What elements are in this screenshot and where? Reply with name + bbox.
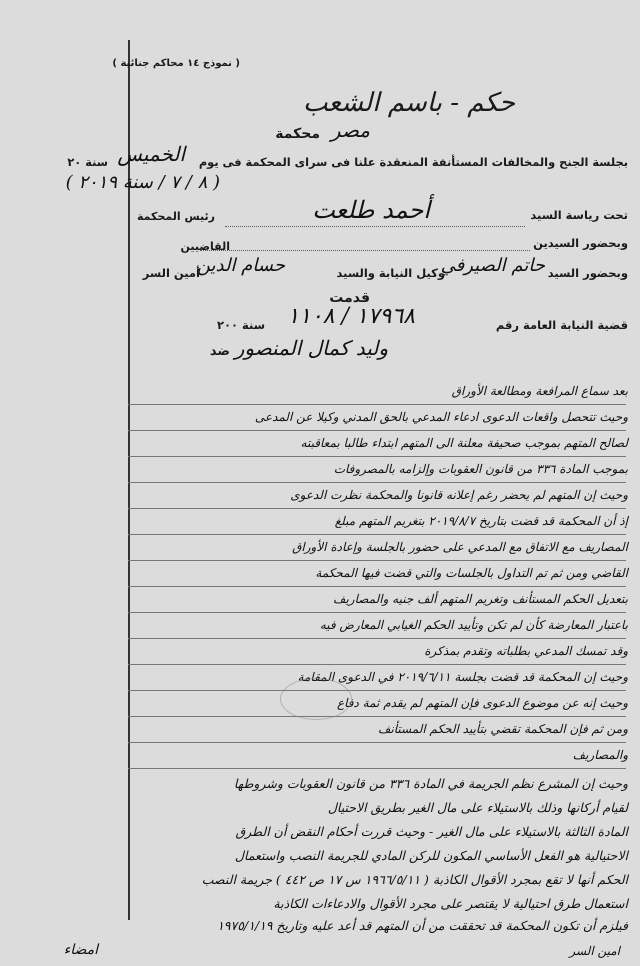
presented-label: قدمت xyxy=(329,290,370,306)
footer-line: فيلزم أن تكون المحكمة قد تحققت من أن المتهم قد أعد عليه وتاريخ ١٩٧٥/١/١٩ xyxy=(217,918,628,933)
against-label: ضد xyxy=(209,344,230,359)
body-line: بتعديل الحكم المستأنف وتغريم المتهم ألف جنيه والمصاريف xyxy=(333,592,628,606)
body-line: باعتبار المعارضة كأن لم تكن وتأييد الحكم الغيابي المعارض فيه xyxy=(319,618,628,632)
footer-line: استعمال طرق احتيالية لا يقتصر على مجرد الأقوال والادعاءات الكاذبة xyxy=(273,896,628,911)
footer-line: الحكم أنها لا تقع بمجرد الأقوال الكاذبة ( ١٩٦٦/٥/١١ س ١٧ ص ٤٤٢ ) جريمة النصب xyxy=(201,872,628,887)
secretary-title: أمين السر xyxy=(142,266,200,280)
body-line: بعد سماع المرافعة ومطالعة الأوراق xyxy=(451,384,628,398)
president-label: تحت رياسة السيد xyxy=(530,208,628,222)
president-name: أحمد طلعت xyxy=(312,196,430,224)
court-label: محكمة xyxy=(275,126,320,142)
footer-line: لقيام أركانها وذلك بالاستيلاء على مال الغير بطريق الاحتيال xyxy=(327,800,628,815)
body-line: والمصاريف xyxy=(572,748,628,762)
session-date: ( ٨ / ٧ / سنة ٢٠١٩ ) xyxy=(65,172,220,193)
body-line: وحيث إن المحكمة قد قضت بجلسة ٢٠١٩/٦/١١ في الدعوى المقامة xyxy=(297,670,628,684)
attendance-label: وبحضور السيد xyxy=(547,266,628,280)
court-name: مصر xyxy=(330,118,370,142)
judges-title: القاضيين xyxy=(180,240,230,253)
body-line: وحيث إن المتهم لم يحضر رغم إعلانه قانونا والمحكمة نظرت الدعوى xyxy=(290,488,628,502)
signature-left: امضاء xyxy=(63,942,98,958)
signature-bottom: امين السر xyxy=(569,944,620,958)
body-line: بموجب المادة ٣٣٦ من قانون العقوبات وإلزامه بالمصروفات xyxy=(333,462,628,476)
footer-line: الاحتيالية هو الفعل الأساسي المكون للركن المادي للجريمة النصب واستعمال xyxy=(234,848,628,863)
body-line: القاضي ومن ثم تم التداول بالجلسات والتي قضت فيها المحكمة xyxy=(315,566,628,580)
body-line: وقد تمسك المدعي بطلباته وتقدم بمذكرة xyxy=(424,644,628,658)
body-line: ومن ثم فإن المحكمة تقضي بتأييد الحكم المستأنف xyxy=(378,722,628,736)
prosecution-label: وكيل النيابة والسيد xyxy=(336,266,445,280)
session-year-label: سنة ٢٠ xyxy=(67,155,108,169)
footer-line: المادة الثالثة بالاستيلاء على مال الغير - وحيث قررت أحكام النقض أن الطرق xyxy=(235,824,628,839)
body-line: وحيث تتحصل واقعات الدعوى ادعاء المدعي بالحق المدني وكيلا عن المدعى xyxy=(254,410,628,424)
case-number: ١٧٩٦٨ / ١١٠٨ xyxy=(287,304,415,329)
body-line: وحيث إنه عن موضوع الدعوى فإن المتهم لم يقدم ثمة دفاع xyxy=(336,696,628,710)
session-line: بجلسة الجنح والمخالفات المستأنفة المنعقدة علنا فى سراى المحكمة فى يوم xyxy=(198,155,628,169)
body-line: المصاريف مع الاتفاق مع المدعي على حضور بالجلسة وإعادة الأوراق xyxy=(292,540,628,554)
form-number: ( نموذج ١٤ محاكم جنائية ) xyxy=(112,58,240,69)
prosecutor-name: حاتم الصيرفي xyxy=(440,255,545,276)
footer-line: وحيث إن المشرع نظم الجريمة في المادة ٣٣٦ من قانون العقوبات وشروطها xyxy=(233,776,628,791)
case-year-label: سنة ٢٠٠ xyxy=(216,318,265,332)
body-line: لصالح المتهم بموجب صحيفة معلنة الى المتهم ابتداء طالبا بمعاقبته xyxy=(300,436,628,450)
defendant-name: وليد كمال المنصور xyxy=(234,336,388,360)
body-line: إذ أن المحكمة قد قضت بتاريخ ٢٠١٩/٨/٧ بتغريم المتهم مبلغ xyxy=(334,514,628,528)
stamp-seal xyxy=(280,678,352,720)
header-title: حكم - باسم الشعب xyxy=(303,88,515,118)
session-day: الخميس xyxy=(117,142,185,166)
president-title: رئيس المحكمة xyxy=(137,210,215,223)
secretary-name: حسام الدين xyxy=(196,255,285,276)
judges-label: وبحضور السيدين xyxy=(533,236,628,250)
case-label: قضية النيابة العامة رقم xyxy=(495,318,628,332)
